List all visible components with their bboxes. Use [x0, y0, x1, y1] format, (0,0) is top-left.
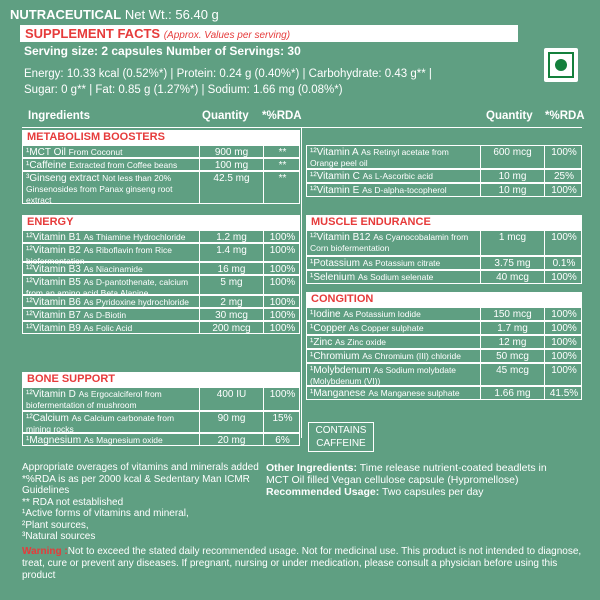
ingredient-quantity: 1 mcg	[480, 231, 544, 255]
product-header	[10, 7, 219, 22]
ingredient-quantity: 10 mg	[480, 170, 544, 182]
ingredient-source: As L-Ascorbic acid	[362, 171, 433, 181]
ingredient-quantity: 5 mg	[199, 276, 263, 294]
column-divider	[301, 128, 302, 438]
ingredient-source: As Chromium (III) chloride	[362, 351, 461, 361]
ingredient-name: ¹²Vitamin B7	[26, 310, 84, 321]
col-quantity-left: Quantity	[202, 110, 249, 122]
ingredient-source: As Riboflavin from Rice biofermentation	[26, 245, 172, 266]
table-row	[22, 411, 300, 433]
ingredient-quantity: 1.66 mg	[480, 387, 544, 399]
recommended-usage: Recommended Usage: Two capsules per day	[266, 486, 484, 498]
ingredient-quantity: 20 mg	[199, 434, 263, 445]
ingredient-name: ¹²Vitamin E	[310, 185, 363, 196]
ingredient-quantity: 45 mcg	[480, 364, 544, 385]
table-row	[306, 349, 582, 363]
table-row	[22, 158, 300, 171]
ingredient-name: ¹²Vitamin B2	[26, 245, 84, 256]
col-rda-right: *%RDA	[545, 110, 585, 122]
other-info	[266, 462, 566, 498]
supplement-facts-bar	[20, 25, 518, 42]
header-rule	[22, 127, 582, 128]
table-row	[22, 295, 300, 308]
ingredient-source: As D-pantothenate, calcium from an amino acid Beta Alanine	[26, 277, 189, 298]
ingredient-name: ³Ginseng extract	[26, 173, 103, 184]
col-ingredients-left: Ingredients	[28, 110, 90, 122]
ingredient-rda: 100%	[544, 146, 583, 168]
col-quantity-right: Quantity	[486, 110, 533, 122]
ingredient-source: As Sodium selenate	[357, 272, 434, 282]
ingredient-rda: 100%	[544, 336, 583, 348]
table-row	[22, 433, 300, 446]
ingredient-name: ¹²Vitamin D	[26, 389, 79, 400]
ingredient-rda: 100%	[263, 244, 301, 261]
left-section-title: ENERGY	[22, 215, 300, 230]
ingredient-name: ¹²Vitamin B1	[26, 232, 84, 243]
vegetarian-mark-icon	[544, 48, 578, 82]
ingredient-rda: 25%	[544, 170, 583, 182]
ingredient-source: As Magnesium oxide	[83, 435, 163, 445]
ingredient-rda: 100%	[263, 296, 301, 307]
table-row	[306, 307, 582, 321]
ingredient-source: As Potassium Iodide	[343, 309, 421, 319]
ingredient-rda: 0.1%	[544, 257, 583, 269]
other-ingredients: Other Ingredients: Time release nutrient-coated beadlets in MCT Oil filled Vegan cellulose capsule (Hypromellose)	[266, 462, 547, 486]
ingredient-source: As Retinyl acetate from Orange peel oil	[310, 147, 449, 168]
ingredient-source: As Folic Acid	[83, 323, 133, 333]
ingredient-quantity: 150 mcg	[480, 308, 544, 320]
left-section-title: BONE SUPPORT	[22, 372, 300, 387]
ingredient-name: ¹Zinc	[310, 337, 335, 348]
ingredient-quantity: 1.7 mg	[480, 322, 544, 334]
ingredient-source: As Potassium citrate	[362, 258, 441, 268]
ingredient-quantity: 400 IU	[199, 388, 263, 410]
table-row	[22, 243, 300, 266]
table-row	[306, 145, 582, 169]
net-weight: Net Wt.: 56.40 g	[124, 7, 219, 22]
energy-summary: Energy: 10.33 kcal (0.52%*) | Protein: 0.24 g (0.40%*) | Carbohydrate: 0.43 g** | Sugar: 0 g** | Fat: 0.85 g (1.27%*) | Sodium: 1.66 mg (0.08%*)	[24, 68, 432, 96]
ingredient-source: From Coconut	[68, 147, 123, 157]
ingredient-rda: 6%	[263, 434, 301, 445]
table-row	[306, 335, 582, 349]
ingredient-name: ¹Potassium	[310, 258, 363, 269]
ingredient-rda: 100%	[263, 263, 301, 274]
ingredient-quantity: 40 mcg	[480, 271, 544, 283]
ingredient-quantity: 2 mg	[199, 296, 263, 307]
ingredient-rda: 100%	[544, 350, 583, 362]
ingredient-rda: 100%	[544, 308, 583, 320]
ingredient-name: ¹Molybdenum	[310, 365, 374, 376]
left-section-title: METABOLISM BOOSTERS	[22, 130, 300, 145]
ingredient-source: As Manganese sulphate	[368, 388, 460, 398]
table-row	[22, 308, 300, 321]
ingredient-quantity: 900 mg	[199, 146, 263, 157]
table-row	[306, 230, 582, 256]
ingredient-name: ¹MCT Oil	[26, 147, 69, 158]
ingredient-name: ¹Iodine	[310, 309, 344, 320]
ingredient-quantity: 10 mg	[480, 184, 544, 196]
ingredient-rda: 100%	[544, 271, 583, 283]
supplement-facts-title: SUPPLEMENT FACTS (Approx. Values per serving)	[25, 26, 291, 41]
ingredient-source: As Sodium molybdate (Molybdenum (VI))	[310, 365, 457, 386]
ingredient-source: As D-alpha-tocopherol	[362, 185, 447, 195]
table-row	[306, 386, 582, 400]
ingredient-name: ¹Manganese	[310, 388, 369, 399]
ingredient-source: As Ergocalciferol from biofermentation of mushroom	[26, 389, 162, 410]
ingredient-name: ¹Chromium	[310, 351, 363, 362]
warning-text: Warning :Not to exceed the stated daily recommended usage. Not for medicinal use. This product is not intended to diagnose, treat, cure or prevent any diseases. If pregnant, nursing or under medication, please consult a physician before using this product	[22, 546, 582, 581]
ingredient-name: ¹²Vitamin B3	[26, 264, 84, 275]
ingredient-name: ¹²Vitamin C	[310, 171, 363, 182]
table-row	[22, 321, 300, 334]
ingredient-rda: 100%	[263, 388, 301, 410]
ingredient-rda: 15%	[263, 412, 301, 432]
product-title: NUTRACEUTICAL	[10, 7, 122, 22]
table-row	[22, 145, 300, 158]
ingredient-rda: 100%	[263, 231, 301, 242]
right-section-title: CONGITION	[306, 292, 582, 307]
ingredient-quantity: 42.5 mg	[199, 172, 263, 203]
ingredient-rda: 100%	[544, 364, 583, 385]
ingredient-quantity: 200 mcg	[199, 322, 263, 333]
ingredient-quantity: 30 mcg	[199, 309, 263, 320]
ingredient-rda: **	[263, 159, 301, 170]
ingredient-source: As Niacinamide	[83, 264, 143, 274]
table-row	[306, 363, 582, 386]
ingredient-rda: 41.5%	[544, 387, 583, 399]
table-row	[22, 171, 300, 204]
table-row	[306, 321, 582, 335]
ingredient-quantity: 16 mg	[199, 263, 263, 274]
ingredient-source: As Zinc oxide	[335, 337, 387, 347]
ingredient-source: As Copper sulphate	[348, 323, 424, 333]
ingredient-name: ¹Magnesium	[26, 435, 84, 446]
ingredient-name: ¹²Vitamin B6	[26, 297, 84, 308]
ingredient-rda: 100%	[544, 231, 583, 255]
table-row	[22, 387, 300, 411]
table-row	[22, 262, 300, 275]
ingredient-quantity: 90 mg	[199, 412, 263, 432]
ingredient-rda: 100%	[263, 309, 301, 320]
ingredient-name: ¹²Vitamin B5	[26, 277, 84, 288]
ingredient-source: Not less than 20% Ginsenosides from Panax ginseng root extract	[26, 173, 173, 205]
table-row	[306, 169, 582, 183]
table-row	[306, 183, 582, 197]
ingredient-rda: 100%	[263, 322, 301, 333]
right-section-title: MUSCLE ENDURANCE	[306, 215, 582, 230]
ingredient-quantity: 600 mcg	[480, 146, 544, 168]
ingredient-source: As Cyanocobalamin from Corn biofermentation	[310, 232, 469, 253]
ingredient-rda: 100%	[544, 184, 583, 196]
ingredient-source: As D-Biotin	[83, 310, 127, 320]
ingredient-quantity: 1.2 mg	[199, 231, 263, 242]
caffeine-badge: CONTAINS CAFFEINE	[308, 422, 374, 452]
col-rda-left: *%RDA	[262, 110, 302, 122]
ingredient-rda: 100%	[263, 276, 301, 294]
ingredient-name: ¹²Calcium	[26, 413, 72, 424]
ingredient-quantity: 50 mcg	[480, 350, 544, 362]
ingredient-source: As Calcium carbonate from mining rocks	[26, 413, 175, 434]
ingredient-rda: **	[263, 146, 301, 157]
ingredient-name: ¹²Vitamin A	[310, 147, 361, 158]
ingredient-quantity: 12 mg	[480, 336, 544, 348]
ingredient-name: ¹Copper	[310, 323, 349, 334]
ingredient-name: ¹Caffeine	[26, 160, 70, 171]
ingredient-name: ¹²Vitamin B9	[26, 323, 84, 334]
ingredient-rda: **	[263, 172, 301, 203]
table-row	[306, 256, 582, 270]
footnotes: Appropriate overages of vitamins and minerals added *%RDA is as per 2000 kcal & Sedentary Man ICMR Guidelines ** RDA not established ¹Active forms of vitamins and mineral, ²Plant sources, ³Natural sources	[22, 462, 259, 542]
table-row	[22, 275, 300, 298]
serving-info: Serving size: 2 capsules Number of Servings: 30	[24, 44, 301, 58]
ingredient-quantity: 1.4 mg	[199, 244, 263, 261]
ingredient-name: ¹²Vitamin B12	[310, 232, 374, 243]
table-row	[306, 270, 582, 284]
ingredient-quantity: 100 mg	[199, 159, 263, 170]
ingredient-source: As Pyridoxine hydrochloride	[83, 297, 189, 307]
ingredient-source: Extracted from Coffee beans	[69, 160, 178, 170]
ingredient-rda: 100%	[544, 322, 583, 334]
table-row	[22, 230, 300, 243]
ingredient-name: ¹Selenium	[310, 272, 358, 283]
ingredient-quantity: 3.75 mg	[480, 257, 544, 269]
ingredient-source: As Thiamine Hydrochloride	[83, 232, 186, 242]
